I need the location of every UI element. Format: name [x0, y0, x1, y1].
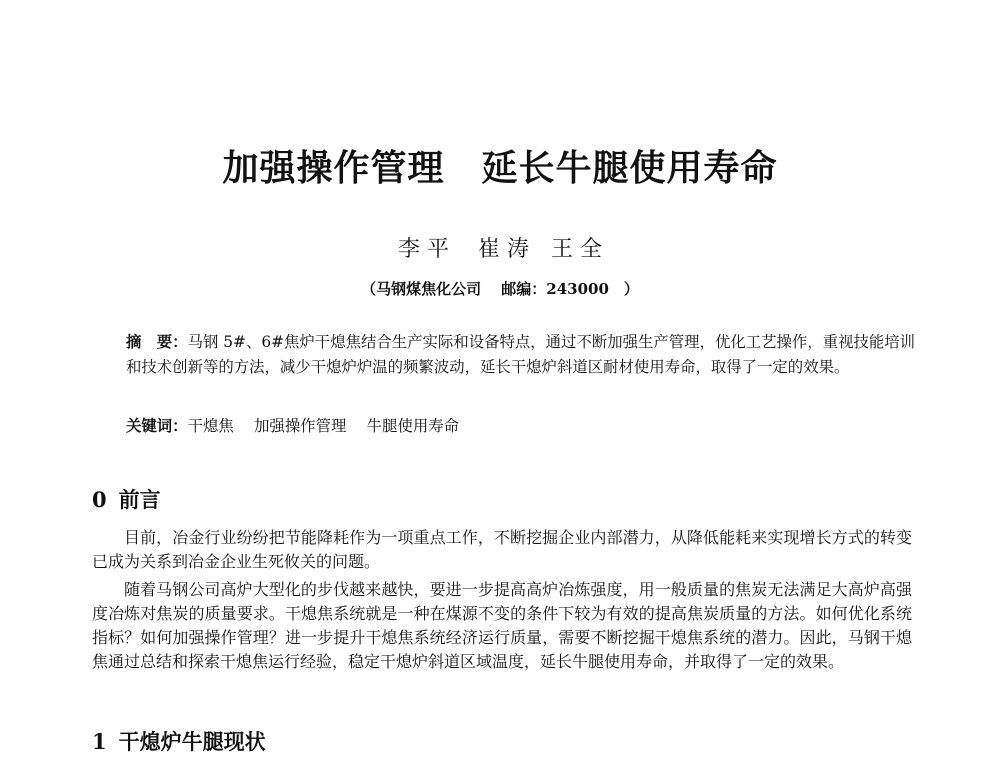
paragraph: 目前，冶金行业纷纷把节能降耗作为一项重点工作，不断挖掘企业内部潜力，从降低能耗来实现增长方式的转变已成为关系到冶金企业生死攸关的问题。 [92, 528, 912, 571]
abstract [126, 330, 916, 380]
paragraph: 随着马钢公司高炉大型化的步伐越来越快，要进一步提高高炉冶炼强度，用一般质量的焦炭无法满足大高炉高强度冶炼对焦炭的质量要求。干熄焦系统就是一种在煤源不变的条件下较为有效的提高焦炭质量的方法。如何优化系统指标？如何加强操作管理？进一步提升干熄焦系统经济运行质量，需要不断挖掘干熄焦系统的潜力。因此，马钢干熄焦通过总结和探索干熄焦运行经验，稳定干熄炉斜道区域温度，延长牛腿使用寿命，并取得了一定的效果。 [92, 580, 912, 671]
keywords-label: 关键词： [126, 417, 188, 435]
abstract-text: 马钢 5#、6#焦炉干熄焦结合生产实际和设备特点，通过不断加强生产管理，优化工艺操作，重视技能培训和技术创新等的方法，减少干熄炉炉温的频繁波动，延长干熄炉斜道区耐材使用寿命，取得了一定的效果。 [126, 333, 916, 376]
section-number: 0 [92, 487, 107, 512]
keywords [126, 414, 459, 436]
authors: 李 平 崔 涛 王 全 [398, 237, 602, 262]
section-title: 前言 [118, 488, 161, 512]
paper-title: 加强操作管理 延长牛腿使用寿命 [222, 148, 778, 189]
section-title: 干熄炉牛腿现状 [118, 730, 266, 754]
section-number: 1 [92, 729, 107, 754]
abstract-label: 摘 要： [126, 333, 188, 351]
section-heading-1 [92, 726, 266, 756]
section-heading-0 [92, 484, 161, 514]
affiliation: （马钢煤焦化公司 邮编：243000 ） [361, 280, 639, 298]
keywords-list: 干熄焦 加强操作管理 牛腿使用寿命 [187, 417, 460, 435]
